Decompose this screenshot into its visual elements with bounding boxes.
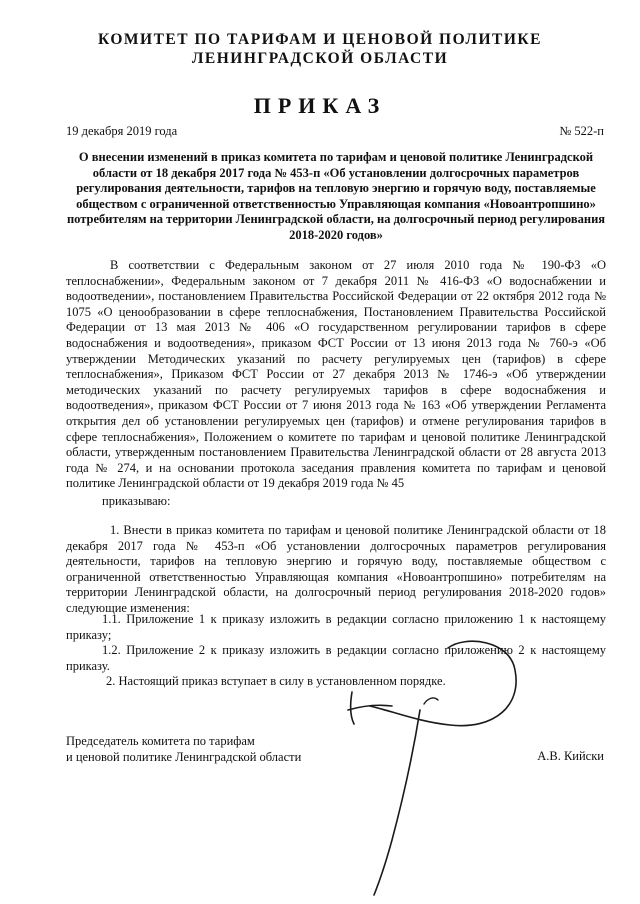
item-1-1-paragraph: 1.1. Приложение 1 к приказу изложить в редакции согласно приложению 1 к настоящему приказу;: [66, 612, 606, 642]
signatory-position: [66, 734, 301, 765]
item-1-2-paragraph: 1.2. Приложение 2 к приказу изложить в редакции согласно приложению 2 к настоящему приказу.: [66, 643, 606, 673]
document-subject: О внесении изменений в приказ комитета по тарифам и ценовой политике Ленинградской области от 18 декабря 2017 года № 453-п «Об установлении долгосрочных параметров регулирования деятельности, тарифов на тепловую энергию и горячую воду, поставляемые обществом с ограниченной ответственностью Управляющая компания «Новоантропшино» потребителям на территории Ленинградской области, на долгосрочный период регулирования 2018-2020 годов»: [66, 150, 606, 242]
org-name-line2: ЛЕНИНГРАДСКОЙ ОБЛАСТИ: [191, 50, 449, 67]
item-2-paragraph: 2. Настоящий приказ вступает в силу в установленном порядке.: [106, 674, 446, 688]
document-number: № 522-п: [559, 124, 604, 138]
handwritten-signature: [300, 600, 560, 900]
signatory-position-line1: Председатель комитета по тарифам: [66, 734, 255, 748]
document-title: ПРИКАЗ: [253, 93, 387, 118]
item-1-paragraph: 1. Внести в приказ комитета по тарифам и ценовой политике Ленинградской области от 18 декабря 2017 года № 453-п «Об установлении долгосрочных параметров регулирования деятельности, тарифов на тепловую энергию и горячую воду, поставляемые обществом с ограниченной ответственностью Управляющая компания «Новоантропшино» потребителям на территории Ленинградской области, на долгосрочный период регулирования 2018-2020 годов» следующие изменения:: [66, 523, 606, 615]
decree-word: приказываю:: [102, 494, 171, 508]
signatory-position-line2: и ценовой политике Ленинградской области: [66, 749, 302, 764]
preamble-paragraph: В соответствии с Федеральным законом от 27 июля 2010 года № 190-ФЗ «О теплоснабжении», Федеральным законом от 7 декабря 2011 № 416-ФЗ «О водоснабжении и водоотведении», постановлением Правительства Российской Федерации от 22 октября 2012 года № 1075 «О ценообразовании в сфере теплоснабжения, Постановлением Правительства Российской Федерации от 13 мая 2013 № 406 «О государственном регулировании тарифов в сфере водоснабжения и водоотведения», приказом ФСТ России от 13 июня 2013 года № 760-э «Об утверждении Методических указаний по расчету регулируемых цен (тарифов) в сфере теплоснабжения», Приказом ФСТ России от 27 декабря 2013 № 1746-э «Об утверждении методических указаний по расчету регулируемых тарифов в сфере водоснабжения и водоотведения», приказом ФСТ России от 7 июня 2013 года № 163 «Об утверждении Регламента открытия дел об установлении регулируемых цен (тарифов) и отмене регулирования тарифов в сфере теплоснабжения», Положением о комитете по тарифам и ценовой политике Ленинградской области, утвержденным постановлением Правительства Ленинградской области от 28 августа 2013 года № 274, и на основании протокола заседания правления комитета по тарифам и ценовой политике Ленинградской области от 19 декабря 2019 года № 45: [66, 258, 606, 491]
document-date: 19 декабря 2019 года: [66, 124, 178, 138]
signatory-name: А.В. Кийски: [537, 749, 604, 763]
org-name-line1: КОМИТЕТ ПО ТАРИФАМ И ЦЕНОВОЙ ПОЛИТИКЕ: [98, 31, 542, 48]
organization-header: [0, 30, 640, 68]
